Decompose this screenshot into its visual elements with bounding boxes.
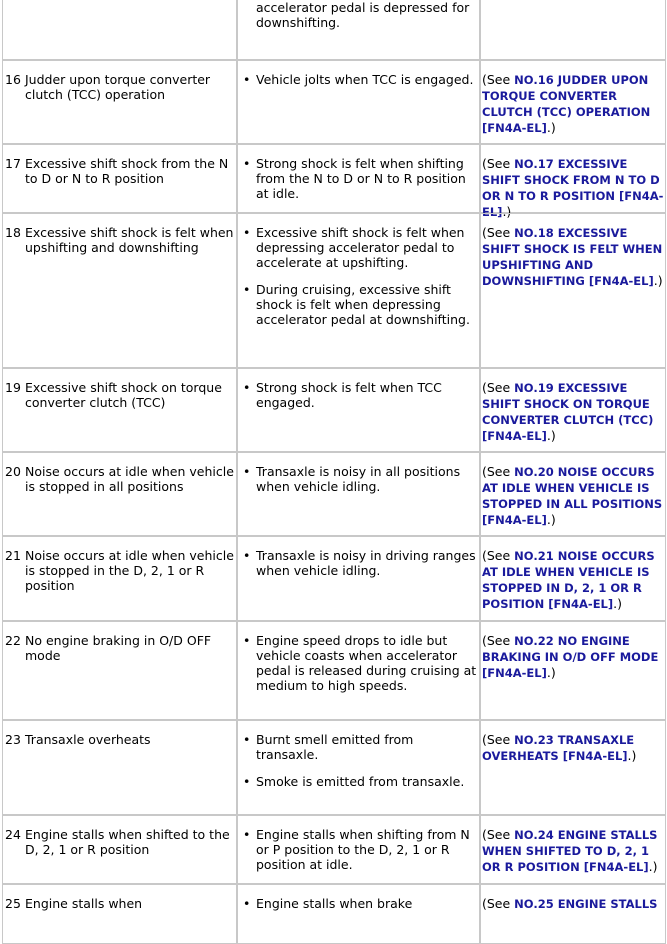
symptom-item <box>243 548 478 578</box>
reference-prefix: (See <box>482 380 515 395</box>
item-cell <box>24 0 237 60</box>
row-number-cell <box>2 368 24 452</box>
reference-prefix: (See <box>482 225 515 240</box>
symptom-list <box>243 464 478 506</box>
bullet-icon: • <box>243 464 251 479</box>
symptom-item <box>243 896 478 911</box>
symptom-cell <box>237 213 480 368</box>
symptom-cell <box>237 815 480 884</box>
symptom-item <box>243 464 478 494</box>
item-text: Noise occurs at idle when vehicle is stopped in all positions <box>25 464 234 494</box>
symptom-text: accelerator pedal is depressed for downshifting. <box>256 0 470 30</box>
reference-cell <box>480 720 666 815</box>
symptom-text: Excessive shift shock is felt when depressing accelerator pedal to accelerate at upshifting. <box>256 225 465 270</box>
reference-prefix: (See <box>482 464 515 479</box>
symptom-item <box>243 225 478 270</box>
symptom-text: Engine stalls when brake <box>256 896 413 911</box>
symptom-item <box>256 0 478 30</box>
reference-link[interactable]: NO.19 EXCESSIVE SHIFT SHOCK ON TORQUE CONVERTER CLUTCH (TCC) [FN4A-EL] <box>482 381 654 443</box>
row-number: 20 <box>5 464 21 479</box>
table-row <box>0 144 667 219</box>
item-text: Noise occurs at idle when vehicle is stopped in the D, 2, 1 or R position <box>25 548 234 593</box>
row-number: 25 <box>5 896 21 911</box>
reference-cell <box>480 884 666 944</box>
symptom-cell <box>237 621 480 720</box>
reference-link[interactable]: NO.23 TRANSAXLE OVERHEATS [FN4A-EL] <box>482 733 635 763</box>
symptom-item <box>243 72 478 87</box>
reference-text <box>482 156 665 220</box>
reference-text <box>482 633 665 681</box>
reference-cell <box>480 213 666 368</box>
row-number-cell <box>2 60 24 144</box>
item-cell <box>24 536 237 621</box>
row-number-cell <box>2 720 24 815</box>
symptom-item <box>243 732 478 762</box>
symptom-list <box>243 732 478 801</box>
reference-text <box>482 896 665 912</box>
reference-prefix: (See <box>482 827 515 842</box>
symptom-item <box>243 774 478 789</box>
item-cell <box>24 621 237 720</box>
row-number: 23 <box>5 732 21 747</box>
item-cell <box>24 884 237 944</box>
row-number: 17 <box>5 156 21 171</box>
reference-cell <box>480 368 666 452</box>
item-text: No engine braking in O/D OFF mode <box>25 633 212 663</box>
symptom-cell <box>237 536 480 621</box>
symptom-list <box>243 225 478 339</box>
reference-prefix: (See <box>482 732 515 747</box>
reference-prefix: (See <box>482 156 515 171</box>
item-cell <box>24 815 237 884</box>
reference-text <box>482 827 665 875</box>
symptom-text: During cruising, excessive shift shock is felt when depressing accelerator pedal at downshifting. <box>256 282 470 327</box>
table-row <box>0 720 667 815</box>
bullet-icon: • <box>243 380 251 395</box>
table-row <box>0 213 667 368</box>
symptom-item <box>243 633 478 693</box>
symptom-list <box>256 0 478 42</box>
row-number-cell <box>2 0 24 60</box>
reference-text <box>482 380 665 444</box>
row-number: 21 <box>5 548 21 563</box>
item-text: Excessive shift shock is felt when upshifting and downshifting <box>25 225 234 255</box>
symptom-list <box>243 156 478 213</box>
item-cell <box>24 720 237 815</box>
symptom-text: Transaxle is noisy in all positions when vehicle idling. <box>256 464 461 494</box>
row-number-cell <box>2 213 24 368</box>
reference-text <box>482 548 665 612</box>
table-row <box>0 884 667 944</box>
item-text: Excessive shift shock on torque converter clutch (TCC) <box>25 380 222 410</box>
item-cell <box>24 144 237 213</box>
bullet-icon: • <box>243 548 251 563</box>
item-text: Transaxle overheats <box>25 732 151 747</box>
reference-link[interactable]: NO.20 NOISE OCCURS AT IDLE WHEN VEHICLE IS STOPPED IN ALL POSITIONS [FN4A-EL] <box>482 465 663 527</box>
symptom-item <box>243 282 478 327</box>
reference-cell <box>480 536 666 621</box>
item-cell <box>24 213 237 368</box>
bullet-icon: • <box>243 896 251 911</box>
item-cell <box>24 60 237 144</box>
reference-prefix: (See <box>482 896 515 911</box>
item-text: Engine stalls when <box>25 896 143 911</box>
bullet-icon: • <box>243 633 251 648</box>
reference-link[interactable]: NO.24 ENGINE STALLS WHEN SHIFTED TO D, 2, 1 OR R POSITION [FN4A-EL] <box>482 828 658 874</box>
item-text: Excessive shift shock from the N to D or N to R position <box>25 156 229 186</box>
symptom-list <box>243 548 478 590</box>
symptom-text: Transaxle is noisy in driving ranges when vehicle idling. <box>256 548 476 578</box>
row-number-cell <box>2 884 24 944</box>
reference-suffix: .) <box>653 273 663 288</box>
row-number-cell <box>2 536 24 621</box>
symptom-text: Burnt smell emitted from transaxle. <box>256 732 414 762</box>
table-row <box>0 368 667 452</box>
reference-cell <box>480 621 666 720</box>
item-cell <box>24 368 237 452</box>
reference-link[interactable]: NO.16 JUDDER UPON TORQUE CONVERTER CLUTCH (TCC) OPERATION [FN4A-EL] <box>482 73 651 135</box>
reference-suffix: .) <box>546 120 556 135</box>
table-row <box>0 815 667 884</box>
symptom-text: Strong shock is felt when shifting from the N to D or N to R position at idle. <box>256 156 466 201</box>
bullet-icon: • <box>243 156 251 171</box>
table-row <box>0 621 667 720</box>
reference-link[interactable]: NO.22 NO ENGINE BRAKING IN O/D OFF MODE [FN4A-EL] <box>482 634 659 680</box>
reference-suffix: .) <box>502 204 512 219</box>
row-number-cell <box>2 621 24 720</box>
reference-cell <box>480 815 666 884</box>
symptom-list <box>243 827 478 884</box>
reference-text <box>482 225 665 289</box>
reference-text <box>482 732 665 764</box>
reference-prefix: (See <box>482 548 515 563</box>
symptom-item <box>243 380 478 410</box>
reference-suffix: .) <box>546 428 556 443</box>
reference-suffix: .) <box>627 748 637 763</box>
row-number: 24 <box>5 827 21 842</box>
symptom-text: Smoke is emitted from transaxle. <box>256 774 465 789</box>
bullet-icon: • <box>243 732 251 747</box>
symptom-list <box>243 380 478 422</box>
reference-cell <box>480 452 666 536</box>
reference-suffix: .) <box>546 512 556 527</box>
bullet-icon: • <box>243 225 251 240</box>
symptom-cell <box>237 368 480 452</box>
symptom-cell <box>237 0 480 60</box>
item-cell <box>24 452 237 536</box>
item-text: Judder upon torque converter clutch (TCC) operation <box>25 72 211 102</box>
reference-link[interactable]: NO.17 EXCESSIVE SHIFT SHOCK FROM N TO D OR N TO R POSITION [FN4A-EL] <box>482 157 664 219</box>
row-number-cell <box>2 815 24 884</box>
symptom-cell <box>237 720 480 815</box>
row-number: 18 <box>5 225 21 240</box>
symptom-item <box>243 156 478 201</box>
bullet-icon: • <box>243 827 251 842</box>
symptom-list <box>243 896 478 923</box>
row-number-cell <box>2 144 24 213</box>
row-number: 16 <box>5 72 21 87</box>
symptom-text: Strong shock is felt when TCC engaged. <box>256 380 442 410</box>
row-number: 19 <box>5 380 21 395</box>
reference-cell <box>480 0 666 60</box>
reference-suffix: .) <box>613 596 623 611</box>
reference-link[interactable]: NO.18 EXCESSIVE SHIFT SHOCK IS FELT WHEN UPSHIFTING AND DOWNSHIFTING [FN4A-EL] <box>482 226 663 288</box>
reference-suffix: .) <box>648 859 658 874</box>
symptom-list <box>243 72 478 99</box>
reference-cell <box>480 144 666 219</box>
table-row <box>0 452 667 536</box>
reference-prefix: (See <box>482 633 515 648</box>
symptom-text: Engine speed drops to idle but vehicle coasts when accelerator pedal is released during cruising at medium to high speeds. <box>256 633 477 693</box>
row-number-cell <box>2 452 24 536</box>
bullet-icon: • <box>243 774 251 789</box>
bullet-icon: • <box>243 282 251 297</box>
bullet-icon: • <box>243 72 251 87</box>
symptom-cell <box>237 452 480 536</box>
table-row <box>0 536 667 621</box>
reference-text <box>482 464 665 528</box>
table-row <box>0 0 667 60</box>
reference-link[interactable]: NO.21 NOISE OCCURS AT IDLE WHEN VEHICLE IS STOPPED IN D, 2, 1 OR R POSITION [FN4A-EL] <box>482 549 655 611</box>
symptom-list <box>243 633 478 705</box>
reference-prefix: (See <box>482 72 515 87</box>
symptom-text: Vehicle jolts when TCC is engaged. <box>256 72 474 87</box>
reference-link[interactable]: NO.25 ENGINE STALLS <box>514 897 658 911</box>
reference-text <box>482 72 665 136</box>
symptom-item <box>243 827 478 872</box>
symptom-text: Engine stalls when shifting from N or P position to the D, 2, 1 or R position at idle. <box>256 827 470 872</box>
table-row <box>0 60 667 144</box>
item-text: Engine stalls when shifted to the D, 2, 1 or R position <box>25 827 230 857</box>
row-number: 22 <box>5 633 21 648</box>
reference-cell <box>480 60 666 144</box>
symptom-cell <box>237 60 480 144</box>
symptom-cell <box>237 884 480 944</box>
symptom-cell <box>237 144 480 213</box>
reference-suffix: .) <box>546 665 556 680</box>
